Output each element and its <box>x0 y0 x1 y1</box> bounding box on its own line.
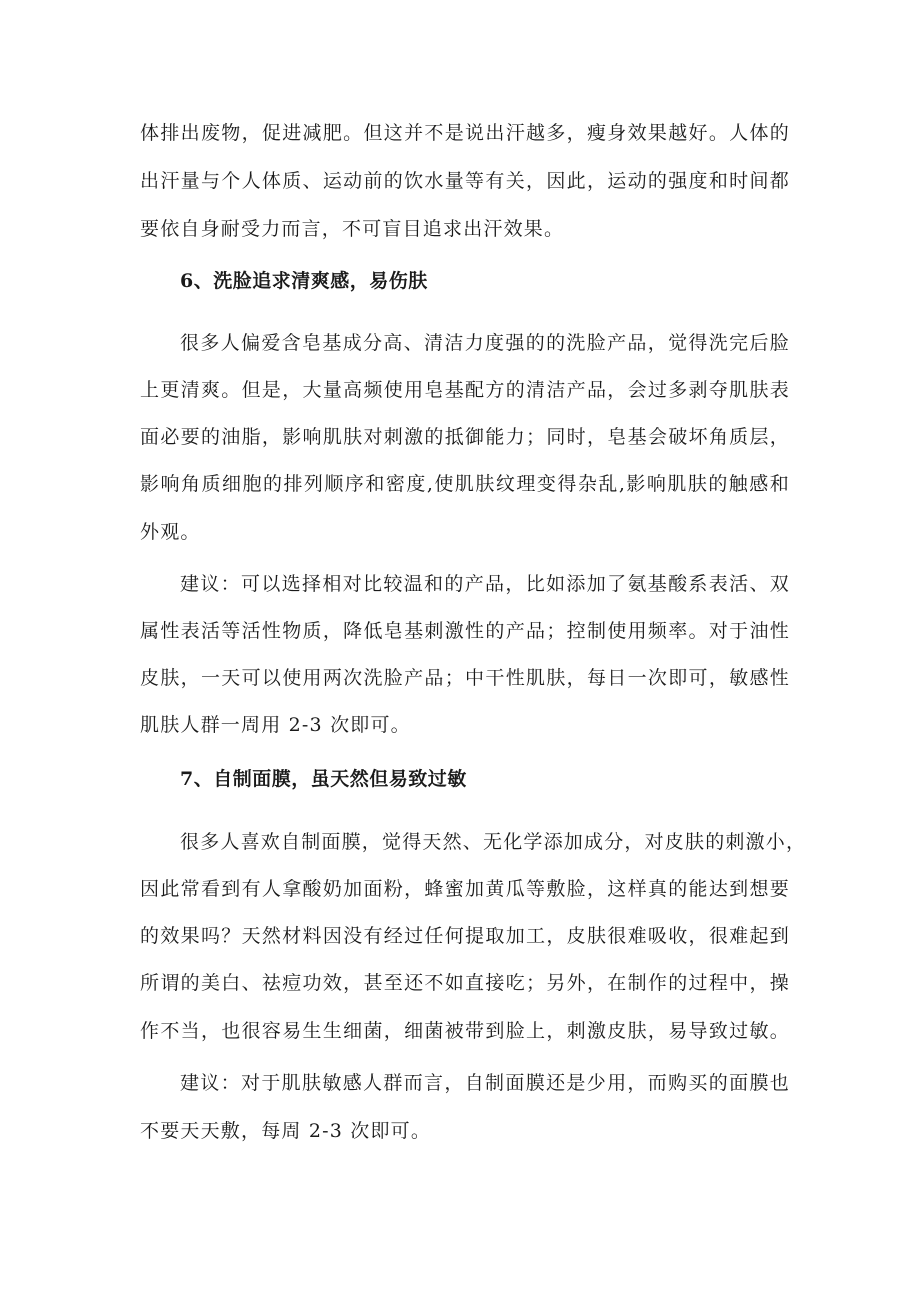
section-6-advice-line-4: 肌肤人群一周用 2-3 次即可。 <box>140 714 411 736</box>
intro-line-2: 出汗量与个人体质、运动前的饮水量等有关，因此，运动的强度和时间都 <box>140 170 790 192</box>
section-6-paragraph-line-5: 外观。 <box>140 521 201 543</box>
intro-line-1: 体排出废物，促进减肥。但这并不是说出汗越多，瘦身效果越好。人体的 <box>140 122 790 144</box>
section-6-paragraph-line-1: 很多人偏爱含皂基成分高、清洁力度强的的洗脸产品，觉得洗完后脸 <box>180 332 790 354</box>
section-6-advice-line-1: 建议：可以选择相对比较温和的产品，比如添加了氨基酸系表活、双 <box>180 573 790 595</box>
section-7-advice-line-1: 建议：对于肌肤敏感人群而言，自制面膜还是少用，而购买的面膜也 <box>180 1072 790 1094</box>
section-6-paragraph-line-3: 面必要的油脂，影响肌肤对刺激的抵御能力；同时，皂基会破坏角质层， <box>140 426 790 448</box>
section-7-paragraph-line-3: 的效果吗？天然材料因没有经过任何提取加工，皮肤很难吸收，很难起到 <box>140 925 790 947</box>
section-7-heading: 7、自制面膜，虽天然但易致过敏 <box>180 768 467 790</box>
section-7-advice-line-2: 不要天天敷，每周 2-3 次即可。 <box>140 1120 432 1142</box>
section-6-advice-line-2: 属性表活等活性物质，降低皂基刺激性的产品；控制使用频率。对于油性 <box>140 620 790 642</box>
section-6-paragraph-line-4: 影响角质细胞的排列顺序和密度,使肌肤纹理变得杂乱,影响肌肤的触感和 <box>140 473 790 495</box>
section-6-heading: 6、洗脸追求清爽感，易伤肤 <box>180 270 428 292</box>
intro-line-3: 要依自身耐受力而言，不可盲目追求出汗效果。 <box>140 218 565 240</box>
section-7-paragraph-line-4: 所谓的美白、祛痘功效，甚至还不如直接吃；另外，在制作的过程中，操 <box>140 972 790 994</box>
section-7-paragraph-line-2: 因此常看到有人拿酸奶加面粉，蜂蜜加黄瓜等敷脸，这样真的能达到想要 <box>140 878 790 900</box>
section-6-paragraph-line-2: 上更清爽。但是，大量高频使用皂基配方的清洁产品，会过多剥夺肌肤表 <box>140 379 790 401</box>
section-6-advice-line-3: 皮肤，一天可以使用两次洗脸产品；中干性肌肤，每日一次即可，敏感性 <box>140 667 790 689</box>
section-7-paragraph-line-5: 作不当，也很容易生生细菌，细菌被带到脸上，刺激皮肤，易导致过敏。 <box>140 1020 790 1042</box>
section-7-paragraph-line-1: 很多人喜欢自制面膜，觉得天然、无化学添加成分，对皮肤的刺激小， <box>180 831 807 853</box>
